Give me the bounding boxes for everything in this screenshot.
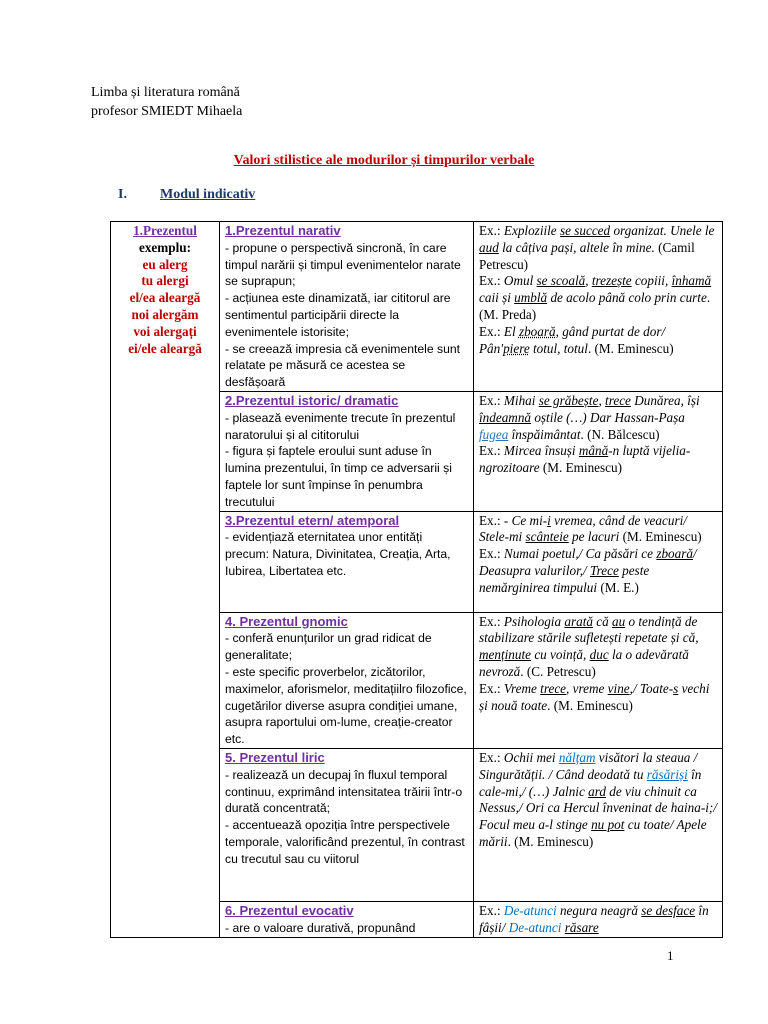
- definition-cell: [220, 901, 474, 937]
- definition-line: - conferă enunțurilor un grad ridicat de generalitate;: [225, 631, 432, 663]
- example-cell: Ex.: Ochii mei nălțam visători la steaua / Singurătății. / Când deodată tu răsăriși în cale-mi,/ (…) Jalnic ard de viu chinuit ca Nessus,/ Ori ca Hercul înveninat de haina-i;/ Focul meu a-l stinge nu pot cu toate/ Apele mării. (M. Eminescu): [474, 748, 723, 901]
- tense-subheading: 3.Prezentul etern/ atemporal: [225, 512, 400, 528]
- section-number: I.: [118, 187, 127, 202]
- document-header: [91, 83, 242, 121]
- definition-cell: [220, 391, 474, 511]
- definition-cell: [220, 748, 474, 901]
- tense-subheading: 5. Prezentul liric: [225, 749, 325, 765]
- verb-conjugation-cell: [111, 222, 220, 938]
- section-heading: [118, 187, 255, 203]
- verb-form: voi alergați: [133, 323, 197, 339]
- page-number: 1: [667, 948, 674, 963]
- example-cell: Ex.: De-atunci negura neagră se desface în fâșii/ De-atunci răsare: [474, 901, 723, 937]
- verb-form: noi alergăm: [131, 306, 199, 322]
- table-row: [111, 222, 723, 392]
- verb-forms: [116, 257, 214, 358]
- tense-subheading: 2.Prezentul istoric/ dramatic: [225, 392, 399, 408]
- verb-column-label: exemplu:: [138, 239, 191, 255]
- verb-form: el/ea aleargă: [129, 290, 201, 306]
- definition-line: - se creează impresia că evenimentele sunt relatate pe măsură ce acestea se desfășoară: [225, 341, 461, 390]
- definition-line: - evidențiază eternitatea unor entități precum: Natura, Divinitatea, Creația, Arta, Iubirea, Libertatea etc.: [225, 530, 451, 578]
- course-name: Limba și literatura română: [91, 85, 240, 100]
- example-cell: Ex.: Mihai se grăbește, trece Dunărea, își îndeamnă oștile (…) Dar Hassan-Pașa fugea înspăimântat. (N. Bălcescu) Ex.: Mircea însuși mână-n luptă vijelia-ngrozitoare (M. Eminescu): [474, 391, 723, 511]
- example-cell: Ex.: - Ce mi-i vremea, când de veacuri/ Stele-mi scânteie pe lacuri (M. Eminescu) Ex.: Numai poetul,/ Ca păsări ce zboară/ Deasupra valurilor,/ Trece peste nemărginirea timpului (M. E.): [474, 511, 723, 612]
- definition-cell: [220, 222, 474, 392]
- verb-form: eu alerg: [142, 256, 188, 272]
- definition-line: - propune o perspectivă sincronă, în care timpul narării și timpul evenimentelor narate se suprapun;: [225, 240, 461, 289]
- verb-column-title: 1.Prezentul: [133, 223, 197, 238]
- definition-line: - accentuează opoziția între perspectivele temporale, valorificând prezentul, în contrast cu trecutul sau cu viitorul: [225, 818, 465, 866]
- verb-tenses-table: [110, 221, 723, 938]
- definition-line: - plasează evenimente trecute în prezentul naratorului și al cititorului: [225, 410, 456, 442]
- example-cell: Ex.: Exploziile se succed organizat. Unele le aud la câțiva pași, altele în mine. (Camil Petrescu) Ex.: Omul se scoală, trezește copiii, înhamă caii și umblă de acolo până colo prin curte. (M. Preda) Ex.: El zboară, gând purtat de dor/ Pân'piere totul, totul. (M. Eminescu): [474, 222, 723, 392]
- definition-line: - are o valoare durativă, propunând: [225, 920, 416, 935]
- section-text: Modul indicativ: [160, 187, 256, 202]
- teacher-name: profesor SMIEDT Mihaela: [91, 104, 243, 119]
- definition-line: - figura și faptele eroului sunt aduse în lumina prezentului, în timp ce adversarii și faptele lor sunt împinse în penumbra trecutului: [225, 444, 452, 509]
- tense-subheading: 6. Prezentul evocativ: [225, 902, 354, 918]
- verb-form: ei/ele aleargă: [128, 340, 202, 356]
- document-title: Valori stilistice ale modurilor și timpurilor verbale: [233, 153, 535, 168]
- definition-line: - acțiunea este dinamizată, iar cititorul are sentimentul participării directe la evenimentele istorisite;: [225, 291, 451, 339]
- tense-subheading: 4. Prezentul gnomic: [225, 613, 348, 629]
- verb-form: tu alergi: [141, 273, 189, 289]
- definition-cell: [220, 612, 474, 748]
- tense-subheading: 1.Prezentul narativ: [225, 223, 341, 238]
- definition-cell: [220, 511, 474, 612]
- definition-line: - este specific proverbelor, zicătorilor, maximelor, aforismelor, meditațiilro filozofice, cugetărilor diverse asupra condiției umane, asupra raportului om-lume, creație-creator etc.: [225, 664, 467, 747]
- example-cell: Ex.: Psihologia arată că au o tendință de stabilizare stările sufletești repetate și că, menținute cu voință, duc la o adevărată nevroză. (C. Petrescu) Ex.: Vreme trece, vreme vine,/ Toate-s vechi și nouă toate. (M. Eminescu): [474, 612, 723, 748]
- definition-line: - realizează un decupaj în fluxul temporal continuu, exprimând intensitatea trăirii într-o durată concentrată;: [225, 767, 463, 816]
